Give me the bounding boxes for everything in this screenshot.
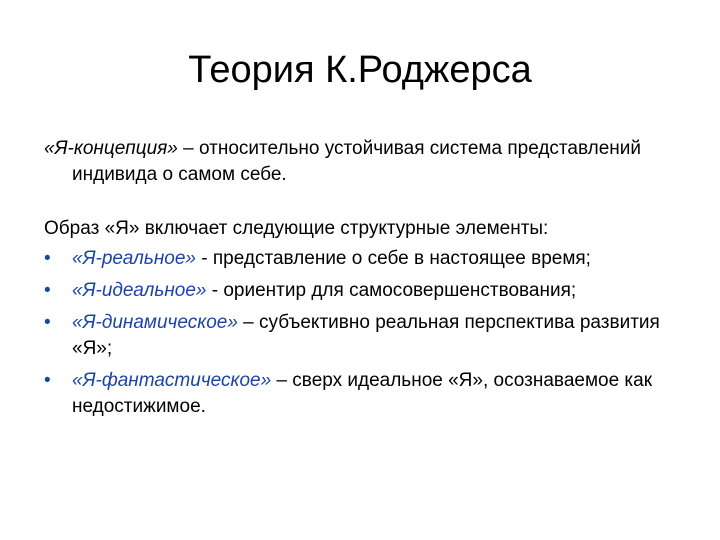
elements-list [44,246,684,420]
slide-body [44,136,684,426]
definition-paragraph [44,136,684,188]
bullet-icon: • [44,248,51,269]
definition-term: «Я-концепция» [44,138,178,159]
intro-text: Образ «Я» включает следующие структурные элементы: [44,218,549,239]
list-item [44,368,684,420]
bullet-icon: • [44,280,51,301]
list-item [44,246,684,272]
item-term: «Я-фантастическое» [72,370,272,391]
bullet-icon: • [44,370,51,391]
item-text: - представление о себе в настоящее время; [195,248,591,269]
list-item [44,278,684,304]
item-text: – субъективно реальная перспектива развития «Я»; [72,312,660,359]
item-term: «Я-реальное» [72,248,196,269]
item-text: – сверх идеальное «Я», осознаваемое как недостижимое. [72,370,653,417]
definition-text: – относительно устойчивая система представлений индивида о самом себе. [72,138,642,185]
item-text: - ориентир для самосовершенствования; [206,280,577,301]
item-term: «Я-динамическое» [72,312,238,333]
item-term: «Я-идеальное» [72,280,207,301]
slide-title: Теория К.Роджерса [188,49,532,91]
bullet-icon: • [44,312,51,333]
list-item [44,310,684,362]
